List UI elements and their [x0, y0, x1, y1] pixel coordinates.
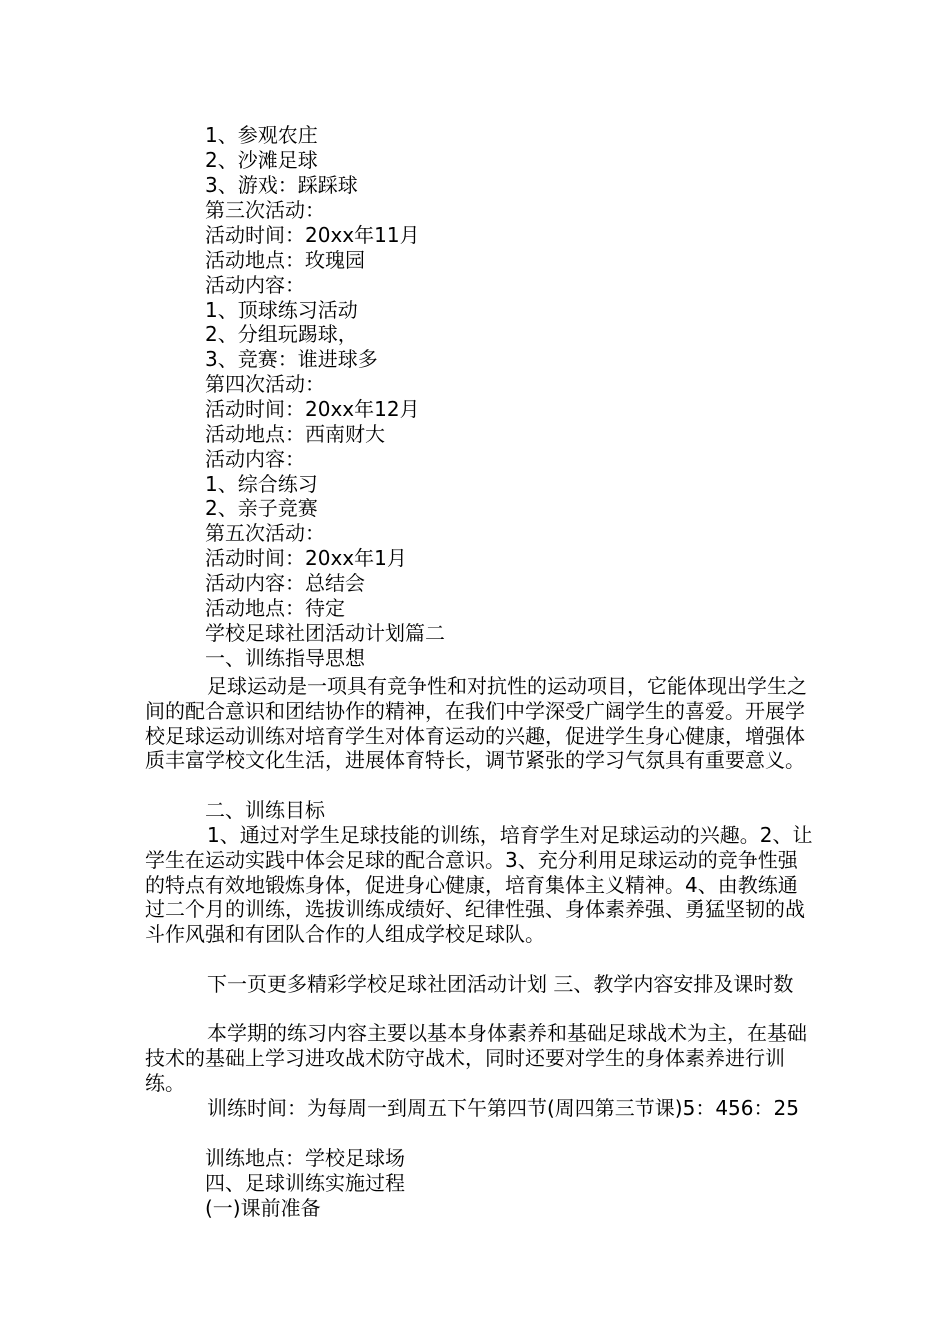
section-heading: 一、训练指导思想 — [205, 646, 365, 670]
text-line: 第四次活动： — [205, 372, 325, 396]
text-line: 活动时间：20xx年12月 — [205, 397, 420, 421]
section-heading: 二、训练目标 — [205, 798, 325, 822]
text-line: (一)课前准备 — [205, 1196, 321, 1220]
paragraph-guiding-thought: 足球运动是一项具有竞争性和对抗性的运动项目，它能体现出学生之间的配合意识和团结协作的精神，在我们中学深受广阔学生的喜爱。开展学校足球运动训练对培育学生对体育运动的兴趣，促进学生身心健康，增强体质丰富学校文化生活，进展体育特长，调节紧张的学习气氛具有重要意义。 — [145, 674, 807, 773]
text-line: 1、顶球练习活动 — [205, 298, 358, 322]
text-line: 活动时间：20xx年11月 — [205, 223, 420, 247]
text-line: 活动内容： — [205, 273, 305, 297]
paragraph-training-time: 训练时间：为每周一到周五下午第四节(周四第三节课)5：456：25 — [207, 1096, 799, 1120]
text-line: 活动地点：玫瑰园 — [205, 248, 365, 272]
text-line: 第五次活动： — [205, 521, 325, 545]
text-line: 2、分组玩踢球， — [205, 322, 358, 346]
section-heading: 四、足球训练实施过程 — [205, 1171, 405, 1195]
paragraph-training-goals: 1、通过对学生足球技能的训练，培育学生对足球运动的兴趣。2、让学生在运动实践中体会足球的配合意识。3、充分利用足球运动的竞争性强的特点有效地锻炼身体，促进身心健康，培育集体主义精神。4、由教练通过二个月的训练，选拔训练成绩好、纪律性强、身体素养强、勇猛坚韧的战斗作风强和有团队合作的人组成学校足球队。 — [145, 823, 813, 947]
section-title: 学校足球社团活动计划篇二 — [205, 621, 445, 645]
text-line: 活动内容：总结会 — [205, 571, 365, 595]
text-line: 1、参观农庄 — [205, 123, 318, 147]
text-line: 3、游戏：踩踩球 — [205, 173, 358, 197]
paragraph-next-page: 下一页更多精彩学校足球社团活动计划 三、教学内容安排及课时数 — [207, 972, 794, 996]
text-line: 活动地点：西南财大 — [205, 422, 385, 446]
text-line: 训练地点：学校足球场 — [205, 1146, 405, 1170]
paragraph-semester-content: 本学期的练习内容主要以基本身体素养和基础足球战术为主，在基础技术的基础上学习进攻战术防守战术，同时还要对学生的身体素养进行训练。 — [145, 1021, 807, 1095]
text-line: 2、亲子竞赛 — [205, 496, 318, 520]
text-line: 活动地点：待定 — [205, 596, 345, 620]
text-line: 3、竞赛：谁进球多 — [205, 347, 378, 371]
text-line: 活动内容： — [205, 447, 305, 471]
text-line: 1、综合练习 — [205, 472, 318, 496]
text-line: 2、沙滩足球 — [205, 148, 318, 172]
text-line: 活动时间：20xx年1月 — [205, 546, 407, 570]
text-line: 第三次活动： — [205, 198, 325, 222]
